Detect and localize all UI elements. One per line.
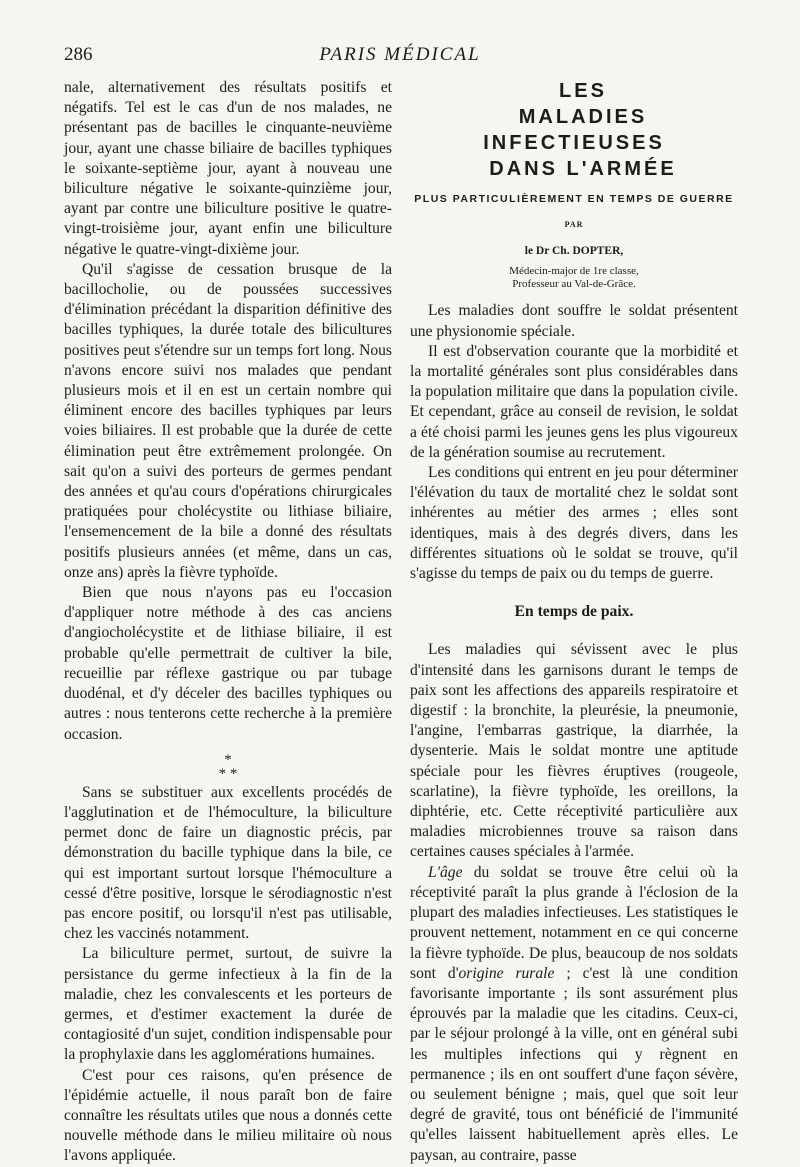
page-number: 286 (64, 44, 93, 65)
running-title: PARIS MÉDICAL (319, 44, 481, 65)
affiliation-line: Médecin-major de 1re classe, (509, 265, 639, 278)
asterism-top: * (224, 751, 232, 768)
affiliation-line: Professeur au Val-de-Grâce. (512, 278, 636, 291)
emphasis: origine rurale (458, 964, 555, 982)
body-paragraph: Il est d'observation courante que la morbidité et la mortalité générales sont plus considérables dans la population militaire que dans la population civile. Et cependant, grâce au conseil de revision, le soldat a été choisi parmi les jeunes gens les plus vigoureux de la génération soumise au recrutement. (410, 342, 738, 461)
body-paragraph: Les maladies dont souffre le soldat présentent une physionomie spéciale. (410, 302, 738, 340)
byline-par: PAR (564, 220, 584, 229)
body-paragraph: Les maladies qui sévissent avec le plus d'intensité dans les garnisons durant le temps de paix sont les affections des appareils respiratoire et digestif : la bronchite, la pleurésie, la pneumonie, l'angine, l'embarras gastrique, la diarrhée, la dysenterie. Mais le soldat montre une aptitude spéciale pour les fièvres éruptives (rougeole, scarlatine), la fièvre typhoïde, les oreillons, la diphtérie, etc. Cette réceptivité particulière aux maladies microbiennes trouve sa raison dans certaines causes spéciales à l'armée. (410, 641, 738, 861)
article-title (410, 78, 738, 182)
asterism-bottom: * * (218, 765, 238, 782)
body-paragraph: Bien que nous n'ayons pas eu l'occasion d'appliquer notre méthode à des cas anciens d'angiocholécystite et de lithiase biliaire, il est probable qu'elle permettrait de cultiver la bile, recueillie par réflexe gastrique ou par tubage duodénal, et d'y déceler des bacilles typhiques ou autres : nous tenterons cette recherche à la première occasion. (64, 584, 392, 743)
body-paragraph: Qu'il s'agisse de cessation brusque de la bacillocholie, ou de poussées successives d'élimination précédant la disparition définitive des bacilles typhiques, la durée totale des bilicultures positives peut s'étendre sur un temps fort long. Nous n'avons encore suivi nos malades que pendant plusieurs mois et il en est un certain nombre qui éliminent encore des bacilles typhiques par leurs voies biliaires. Il est probable que la durée de cette élimination peut être extrêmement prolongée. On sait qu'on a suivi des porteurs de germes pendant des années et qu'au cours d'opérations chirurgicales pratiquées pour cholécystite ou lithiase biliaire, l'ensemencement de la bile a donné des résultats positifs plusieurs années (et même, dans un cas, onze ans) après la fièvre typhoïde. (64, 260, 392, 581)
title-line: LES (559, 80, 607, 102)
article-subtitle: PLUS PARTICULIÈREMENT EN TEMPS DE GUERRE (414, 193, 734, 205)
body-paragraph: Sans se substituer aux excellents procédés de l'agglutination et de l'hémoculture, la biliculture permet donc de faire un diagnostic précis, par démonstration du bacille typhique dans la bile, ce qui est important surtout lorsque l'hémoculture a cessé d'être positive, lorsque le sérodiagnostic n'est pas encore positif, ou lorsqu'il n'est pas utilisable, chez les vaccinés notamment. (64, 783, 392, 943)
asterism-separator (64, 753, 392, 781)
author-affiliation (410, 265, 738, 291)
body-paragraph (410, 863, 738, 1166)
body-paragraph: nale, alternativement des résultats positifs et négatifs. Tel est le cas d'un de nos malades, ne présentant pas de bacilles le cinquante-neuvième jour, ayant une chasse biliaire de bacilles typhiques le soixante-septième jour, ayant à nouveau une biliculture négative le soixante-quinzième jour, ayant par contre une biliculture positive le quatre-vingt-troisième jour, ayant enfin une biliculture négative le quatre-vingt-dixième jour. (64, 79, 392, 258)
author-name: le Dr Ch. DOPTER, (524, 245, 624, 258)
text-run: du soldat se trouve être celui où la réceptivité paraît la plus grande à l'éclosion de la plupart des maladies infectieuses. Les statistiques le prouvent nettement, notamment en ce qui concerne la fièvre typhoïde. De plus, beaucoup de nos soldats sont d' (410, 863, 738, 982)
title-line: MALADIES INFECTIEUSES (483, 106, 665, 154)
right-column (410, 78, 738, 1166)
body-paragraph: La biliculture permet, surtout, de suivre la persistance du germe infectieux à la fin de la maladie, chez les convalescents et les porteurs de germes, et d'estimer exactement la durée de contagiosité d'un sujet, condition indispensable pour la prophylaxie dans les agglomérations humaines. (64, 945, 392, 1064)
body-paragraph: C'est pour ces raisons, qu'en présence de l'épidémie actuelle, il nous paraît bon de faire connaître les résultats utiles que nous a donnés cette nouvelle méthode dans le milieu militaire où nous l'avons appliquée. (64, 1066, 392, 1165)
section-heading: En temps de paix. (514, 603, 634, 621)
text-run: ; c'est là une condition favorisante importante ; ils sont assurément plus éprouvés par la maladie que les citadins. Ceux-ci, par le séjour prolongé à la ville, ont en général subi les multiples infections qui y règnent en permanence ; ils en ont souffert d'une façon sévère, ou seulement bénigne ; mais, quel que soit leur degré de gravité, tous ont bénéficié de l'immunité qu'elles laissent habituellement après elles. Le paysan, au contraire, passe (410, 964, 738, 1164)
emphasis: L'âge (428, 863, 463, 881)
title-line: DANS L'ARMÉE (489, 158, 677, 180)
body-paragraph: Les conditions qui entrent en jeu pour déterminer l'élévation du taux de mortalité chez le soldat sont inhérentes au métier des armes ; elles sont identiques, mais à des degrés divers, dans les différentes situations où le soldat se trouve, qu'il s'agisse du temps de paix ou du temps de guerre. (410, 464, 738, 583)
left-column (64, 78, 392, 1167)
